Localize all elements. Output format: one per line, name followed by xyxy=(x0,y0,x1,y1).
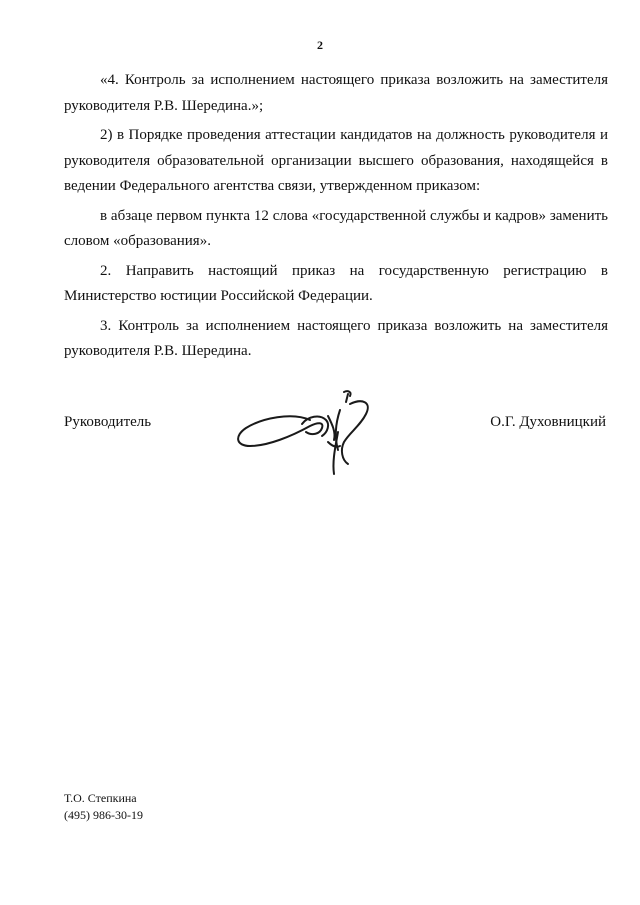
contact-block xyxy=(64,790,143,824)
paragraph-amendment-4: «4. Контроль за исполнением настоящего приказа возложить на заместителя руководителя Р.В. Шередина.»; xyxy=(64,72,608,114)
signatory-name: О.Г. Духовницкий xyxy=(490,414,606,430)
paragraph-item-2-order: 2) в Порядке проведения аттестации кандидатов на должность руководителя и руководителя образовательной организации высшего образования, находящейся в ведении Федерального агентства связи, утвержденном приказом: xyxy=(64,127,608,194)
contact-phone: (495) 986-30-19 xyxy=(64,808,143,822)
paragraph-clause-12: в абзаце первом пункта 12 слова «государственной службы и кадров» заменить словом «образования». xyxy=(64,207,608,249)
paragraph-control: 3. Контроль за исполнением настоящего приказа возложить на заместителя руководителя Р.В. Шередина. xyxy=(64,317,608,359)
paragraph-registration: 2. Направить настоящий приказ на государственную регистрацию в Министерство юстиции Российской Федерации. xyxy=(64,262,608,304)
page-number: 2 xyxy=(317,38,323,52)
handwritten-signature xyxy=(232,380,392,488)
document-body xyxy=(64,68,608,369)
contact-name: Т.О. Степкина xyxy=(64,791,137,805)
signatory-title: Руководитель xyxy=(64,414,152,430)
